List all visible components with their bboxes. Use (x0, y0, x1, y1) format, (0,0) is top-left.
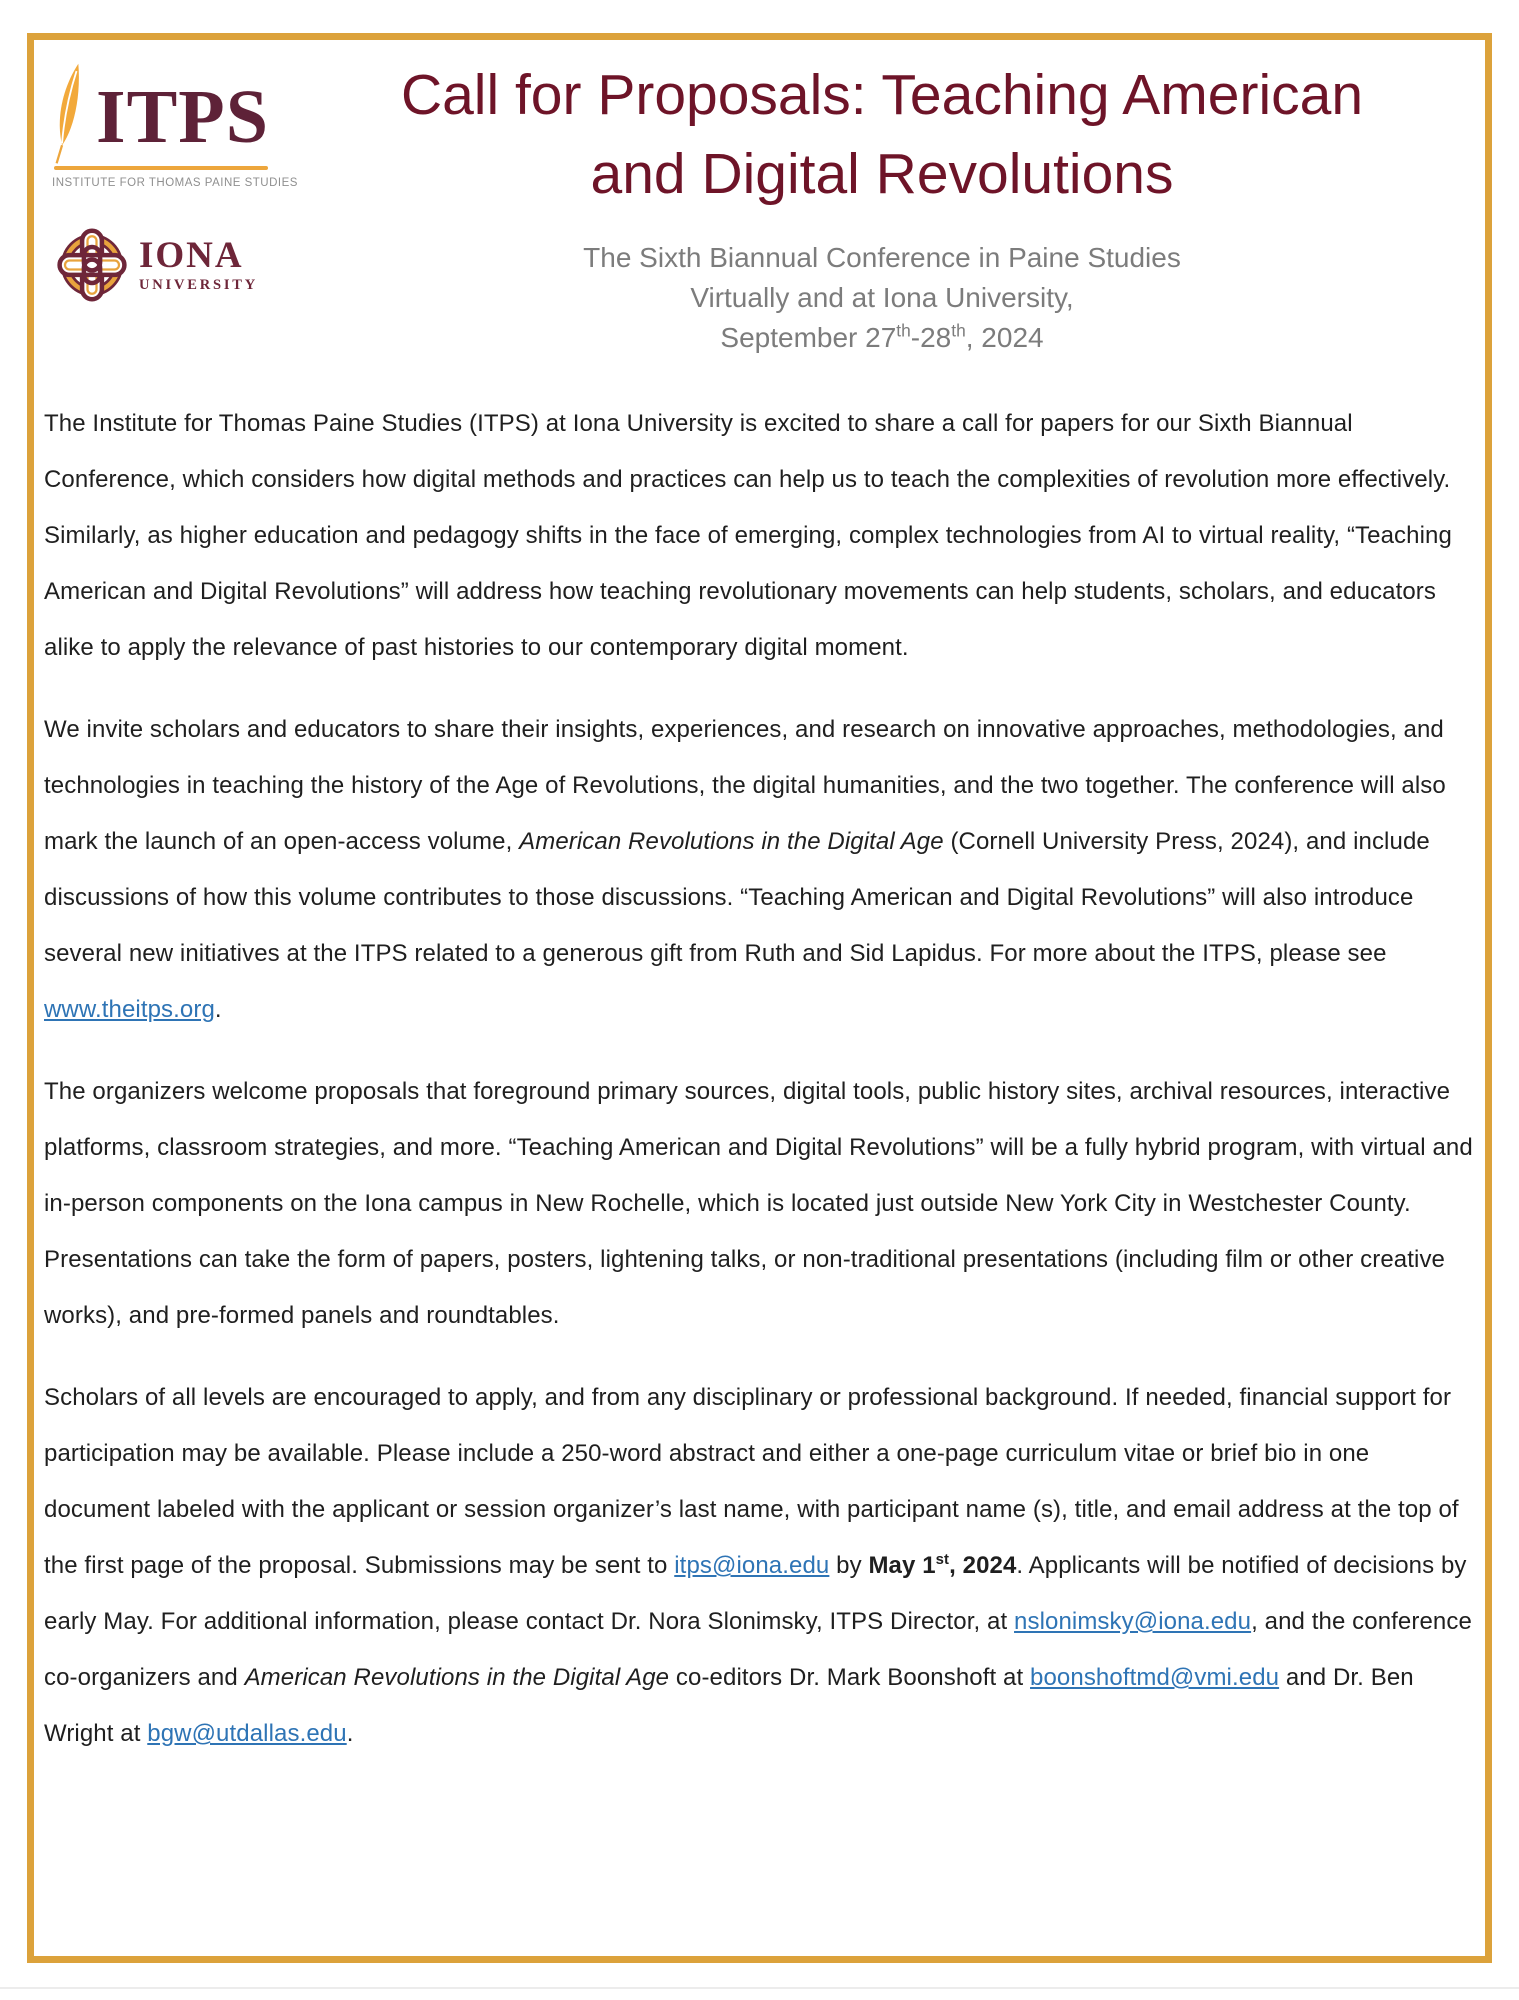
text-run: and Dr. Ben Wright at (44, 1664, 1414, 1747)
link-theitps-org[interactable]: www.theitps.org (44, 996, 215, 1023)
itps-logo (52, 62, 298, 189)
paragraph (44, 1370, 1477, 1762)
text-run: (Cornell University Press, 2024), and include discussions of how this volume contributes to those discussions. “Teaching American and Digital Revolutions” will also introduce several new initiatives at the ITPS related to a generous gift from Ruth and Sid Lapidus. For more about the ITPS, please see (44, 828, 1430, 967)
iona-university-logo (56, 226, 258, 304)
header-title-block (290, 56, 1474, 358)
subtitle-line2: Virtually and at Iona University, (690, 282, 1074, 313)
link-nslonimsky-email[interactable]: nslonimsky@iona.edu (1014, 1608, 1252, 1635)
subtitle-line3 (290, 318, 1474, 358)
text-run: The Institute for Thomas Paine Studies (ITPS) at Iona University is excited to share a call for papers for our Sixth Biannual Conference, which considers how digital methods and practices can help us to teach the complexities of revolution more effectively. Similarly, as higher education and pedagogy shifts in the face of emerging, complex technologies from AI to virtual reality, “Teaching American and Digital Revolutions” will address how teaching revolutionary movements can help students, scholars, and educators alike to apply the relevance of past histories to our contemporary digital moment. (44, 410, 1452, 661)
text-run: Scholars of all levels are encouraged to apply, and from any disciplinary or professional background. If needed, financial support for participation may be available. Please include a 250-word abstract and either a one-page curriculum vitae or brief bio in one document labeled with the applicant or session organizer’s last name, with participant name (s), title, and email address at the top of the first page of the proposal. Submissions may be sent to (44, 1384, 1459, 1579)
text-run: . Applicants will be notified of decisions by early May. For additional information, please contact Dr. Nora Slonimsky, ITPS Director, at (44, 1552, 1467, 1635)
page-title (290, 56, 1474, 214)
text-run-bold: , 2024 (949, 1552, 1017, 1579)
text-run-italic: American Revolutions in the Digital Age (244, 1664, 670, 1691)
page-title-line2: and Digital Revolutions (590, 142, 1174, 206)
text-run: , and the conference co-organizers and (44, 1608, 1472, 1691)
paragraph (44, 702, 1477, 1038)
link-itps-email[interactable]: itps@iona.edu (674, 1552, 830, 1579)
text-run-sup: th (896, 320, 911, 341)
text-run: We invite scholars and educators to share their insights, experiences, and research on innovative approaches, methodologies, and technologies in teaching the history of the Age of Revolutions, the digital humanities, and the two together. The conference will also mark the launch of an open-access volume, (44, 716, 1446, 855)
conference-subtitle (290, 238, 1474, 358)
subtitle-line1: The Sixth Biannual Conference in Paine Studies (583, 242, 1181, 273)
paragraph (44, 396, 1477, 676)
text-run: by (829, 1552, 869, 1579)
itps-underline (54, 166, 268, 170)
window-bottom-edge (0, 1987, 1519, 1989)
iona-university-label: UNIVERSITY (139, 276, 259, 293)
text-run-sup: th (951, 320, 966, 341)
link-boonshoftmd-email[interactable]: boonshoftmd@vmi.edu (1030, 1664, 1280, 1691)
quill-feather-icon (52, 62, 92, 166)
text-run: co-editors Dr. Mark Boonshoft at (669, 1664, 1031, 1691)
link-bgw-email[interactable]: bgw@utdallas.edu (147, 1720, 347, 1747)
iona-wordmark: IONA (139, 234, 244, 276)
paragraph (44, 1064, 1477, 1344)
text-run: , 2024 (965, 322, 1044, 353)
text-run: . (346, 1720, 354, 1747)
text-run: The organizers welcome proposals that foreground primary sources, digital tools, public history sites, archival resources, interactive platforms, classroom strategies, and more. “Teaching American and Digital Revolutions” will be a fully hybrid program, with virtual and in-person components on the Iona campus in New Rochelle, which is located just outside New York City in Westchester County. Presentations can take the form of papers, posters, lightening talks, or non-traditional presentations (including film or other creative works), and pre-formed panels and roundtables. (44, 1078, 1473, 1329)
text-run: -28 (910, 322, 952, 353)
text-run-bold-sup: st (935, 1552, 950, 1568)
text-run: . (214, 996, 222, 1023)
page-title-line1: Call for Proposals: Teaching American (400, 63, 1364, 127)
text-run-bold: May 1 (868, 1552, 936, 1579)
celtic-knot-cross-icon (56, 226, 128, 304)
itps-acronym: ITPS (96, 75, 269, 159)
itps-caption: INSTITUTE FOR THOMAS PAINE STUDIES (52, 177, 298, 189)
text-run: September 27 (720, 322, 897, 353)
text-run-italic: American Revolutions in the Digital Age (519, 828, 944, 855)
body-text (44, 396, 1477, 1788)
